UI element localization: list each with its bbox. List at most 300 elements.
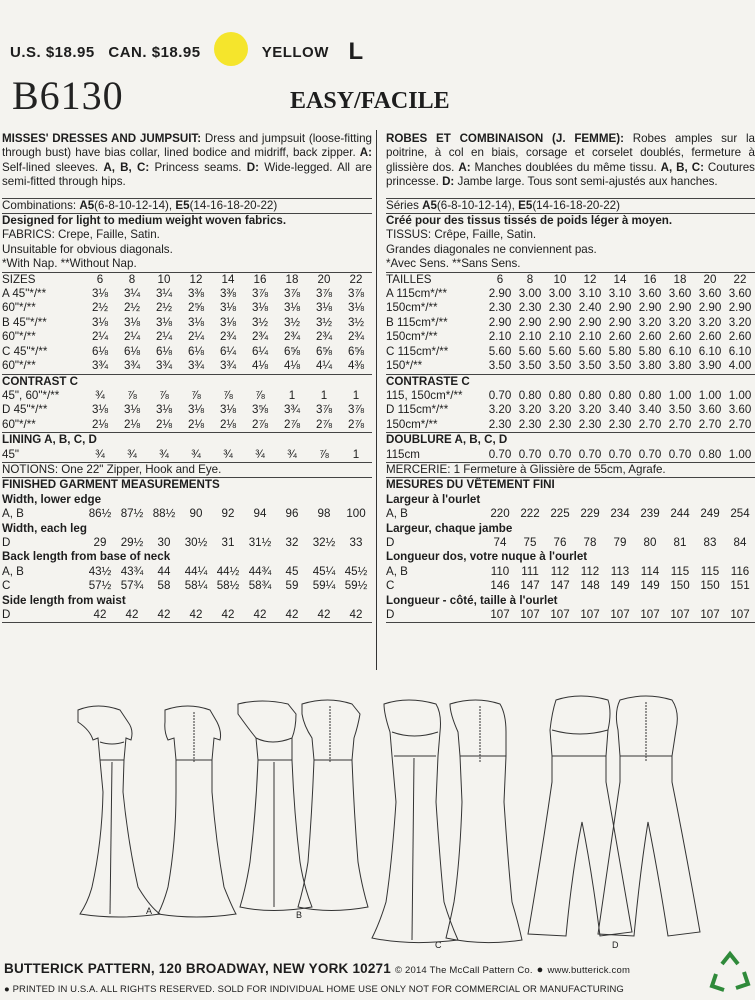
table-cell: 3¾ bbox=[155, 359, 173, 373]
table-cell: 31½ bbox=[248, 535, 272, 549]
description-title: MISSES' DRESSES AND JUMPSUIT: bbox=[2, 132, 202, 145]
table-row bbox=[386, 448, 755, 462]
row-label: C bbox=[2, 579, 11, 593]
table-cell: 3⅛ bbox=[283, 301, 301, 315]
table-cell: 2.60 bbox=[608, 330, 632, 344]
row-label: 150cm*/** bbox=[386, 301, 438, 315]
nap-note: *With Nap. **Without Nap. bbox=[2, 257, 137, 271]
table-row bbox=[386, 301, 755, 315]
table-cell: 4⅛ bbox=[283, 359, 301, 373]
section-heading: Longueur dos, votre nuque à l'ourlet bbox=[386, 550, 588, 564]
table-cell: 149 bbox=[640, 579, 660, 593]
table-cell: 2½ bbox=[155, 301, 173, 315]
table-cell: 44¾ bbox=[248, 564, 272, 578]
table-cell: 58¼ bbox=[184, 579, 208, 593]
table-row bbox=[2, 389, 372, 403]
row-label: D bbox=[2, 608, 11, 621]
table-cell: 244 bbox=[670, 507, 690, 521]
table-cell: 16 bbox=[643, 272, 657, 286]
table-cell: 14 bbox=[613, 272, 627, 286]
description-text: Dress and jumpsuit (loose-fitting through bust) have bias collar, lined bodice and midriff, back zipper. bbox=[2, 132, 372, 160]
table-cell: 3⅛ bbox=[219, 301, 237, 315]
recycle-icon bbox=[708, 950, 752, 996]
table-cell: 220 bbox=[490, 507, 510, 521]
combo-e5-sizes: (14-16-18-20-22) bbox=[189, 198, 278, 212]
unsuitable-note: Grandes diagonales ne conviennent pas. bbox=[386, 242, 597, 256]
table-cell: ¾ bbox=[255, 447, 265, 461]
table-cell: 2¾ bbox=[347, 330, 365, 344]
table-cell: 3.20 bbox=[548, 403, 572, 417]
price-can: CAN. $18.95 bbox=[108, 44, 201, 61]
table-cell: 1 bbox=[352, 388, 360, 402]
section-heading: Longueur - côté, taille à l'ourlet bbox=[386, 593, 558, 607]
table-cell: 0.70 bbox=[578, 447, 602, 461]
table-cell: 239 bbox=[640, 507, 660, 521]
row-label: 60"*/** bbox=[2, 330, 36, 344]
table-cell: 6⅝ bbox=[315, 344, 333, 358]
table-cell: 3⅛ bbox=[219, 403, 237, 417]
row-label: B 115cm*/** bbox=[386, 315, 448, 329]
table-cell: 1 bbox=[352, 447, 360, 461]
table-cell: 3⅜ bbox=[219, 287, 237, 301]
table-cell: 6 bbox=[96, 272, 104, 286]
table-cell: ¾ bbox=[95, 388, 105, 402]
view-b-front-drawing bbox=[238, 701, 312, 911]
table-cell: 0.80 bbox=[608, 388, 632, 402]
table-cell: 0.70 bbox=[488, 388, 512, 402]
table-cell: 8 bbox=[526, 272, 534, 286]
table-cell: 2.90 bbox=[698, 301, 722, 315]
table-cell: 31 bbox=[221, 535, 235, 549]
table-cell: 147 bbox=[520, 579, 540, 593]
row-label: B 45"*/** bbox=[2, 315, 47, 329]
table-cell: 3⅝ bbox=[251, 403, 269, 417]
table-cell: 57½ bbox=[88, 579, 112, 593]
view-abc-text: Princess seams. bbox=[149, 160, 247, 174]
table-cell: 0.80 bbox=[698, 447, 722, 461]
table-cell: 2.60 bbox=[638, 330, 662, 344]
pattern-number: B6130 bbox=[12, 73, 124, 118]
table-row bbox=[2, 273, 372, 287]
table-cell: 3.50 bbox=[608, 359, 632, 373]
fabrics: FABRICS: Crepe, Faille, Satin. bbox=[2, 228, 160, 242]
table-cell: 86½ bbox=[88, 507, 112, 521]
table-cell: 81 bbox=[673, 535, 687, 549]
table-cell: 2.70 bbox=[728, 417, 752, 431]
table-row bbox=[2, 536, 372, 550]
view-label-d: D bbox=[612, 940, 619, 950]
table-row bbox=[386, 565, 755, 579]
table-cell: 16 bbox=[253, 272, 267, 286]
table-cell: 22 bbox=[349, 272, 363, 286]
row-label: C 115cm*/** bbox=[386, 344, 449, 358]
table-cell: 107 bbox=[700, 608, 720, 621]
view-d-front-drawing bbox=[528, 696, 632, 936]
table-cell: 3.20 bbox=[638, 315, 662, 329]
table-row bbox=[2, 359, 372, 373]
table-cell: 146 bbox=[490, 579, 510, 593]
nap-note: *Avec Sens. **Sans Sens. bbox=[386, 257, 521, 271]
designed-for: Créé pour des tissus tissés de poids léger à moyen. bbox=[386, 214, 673, 228]
section-heading: FINISHED GARMENT MEASUREMENTS bbox=[2, 478, 220, 492]
table-cell: 113 bbox=[610, 564, 630, 578]
view-label-a: A bbox=[146, 906, 153, 916]
table-cell: 2½ bbox=[123, 301, 141, 315]
table-cell: 96 bbox=[285, 507, 299, 521]
table-cell: 3⅛ bbox=[315, 301, 333, 315]
view-a-label: A: bbox=[458, 160, 471, 174]
publisher-footer bbox=[4, 961, 630, 976]
row-label: A, B bbox=[386, 564, 408, 578]
table-cell: 114 bbox=[640, 564, 660, 578]
table-cell: 3¾ bbox=[91, 359, 109, 373]
row-label: A, B bbox=[2, 564, 24, 578]
color-name: YELLOW bbox=[261, 44, 329, 61]
table-cell: 222 bbox=[520, 507, 540, 521]
table-cell: ¾ bbox=[191, 447, 201, 461]
table-row bbox=[2, 507, 372, 521]
table-cell: 3⅞ bbox=[347, 287, 365, 301]
table-cell: 3.20 bbox=[488, 403, 512, 417]
table-cell: 112 bbox=[550, 564, 570, 578]
table-row bbox=[386, 330, 755, 344]
table-row bbox=[2, 608, 372, 622]
table-cell: 0.70 bbox=[518, 447, 542, 461]
table-cell: 5.80 bbox=[608, 344, 632, 358]
table-cell: 3⅞ bbox=[315, 403, 333, 417]
table-cell: 2.90 bbox=[668, 301, 692, 315]
table-cell: 3.00 bbox=[548, 287, 572, 301]
row-label: D 115cm*/** bbox=[386, 403, 449, 417]
table-row bbox=[2, 287, 372, 301]
table-cell: 0.80 bbox=[548, 388, 572, 402]
garment-illustrations bbox=[0, 682, 755, 952]
table-row bbox=[386, 389, 755, 403]
view-a-label: A: bbox=[359, 146, 372, 160]
table-cell: 43½ bbox=[88, 564, 112, 578]
table-cell: 0.70 bbox=[668, 447, 692, 461]
table-cell: 107 bbox=[520, 608, 540, 621]
table-row bbox=[2, 403, 372, 417]
table-cell: 3.00 bbox=[518, 287, 542, 301]
table-cell: 2⅛ bbox=[123, 417, 141, 431]
table-cell: 3.60 bbox=[728, 403, 752, 417]
table-cell: ⅞ bbox=[191, 388, 201, 402]
table-cell: 2.30 bbox=[518, 417, 542, 431]
table-cell: 234 bbox=[610, 507, 630, 521]
table-cell: 2.90 bbox=[518, 315, 542, 329]
copyright: © 2014 The McCall Pattern Co. bbox=[394, 965, 533, 976]
table-cell: 42 bbox=[93, 608, 107, 621]
table-cell: 42 bbox=[253, 608, 267, 621]
table-cell: 3¼ bbox=[123, 287, 141, 301]
row-label: SIZES bbox=[2, 272, 36, 286]
table-cell: 3.40 bbox=[638, 403, 662, 417]
section-heading: Width, each leg bbox=[2, 521, 87, 535]
table-row bbox=[2, 448, 372, 462]
combinations-label: Combinations: bbox=[2, 198, 80, 212]
table-cell: 107 bbox=[670, 608, 690, 621]
table-cell: 3¼ bbox=[155, 287, 173, 301]
table-cell: 57¾ bbox=[120, 579, 144, 593]
table-row bbox=[2, 330, 372, 344]
table-row bbox=[2, 418, 372, 432]
publisher-address: BUTTERICK PATTERN, 120 BROADWAY, NEW YORK 10271 bbox=[4, 961, 391, 976]
section-heading: Side length from waist bbox=[2, 593, 126, 607]
table-cell: 14 bbox=[221, 272, 235, 286]
section-heading: MESURES DU VÊTEMENT FINI bbox=[386, 478, 555, 492]
table-cell: 58 bbox=[157, 579, 171, 593]
row-label: 150cm*/** bbox=[386, 417, 438, 431]
table-cell: 3¾ bbox=[219, 359, 237, 373]
description-text: Robes amples sur la poitrine, à col en biais, corsage et corselet doublés, fermeture à glissière dos. bbox=[386, 132, 755, 174]
price-us: U.S. $18.95 bbox=[10, 44, 95, 61]
row-label: 60"*/** bbox=[2, 359, 36, 373]
table-cell: 2¼ bbox=[187, 330, 205, 344]
table-cell: 0.80 bbox=[638, 388, 662, 402]
table-cell: 8 bbox=[128, 272, 136, 286]
table-cell: 150 bbox=[700, 579, 720, 593]
view-abc-label: A, B, C: bbox=[103, 160, 150, 174]
table-cell: 3⅛ bbox=[91, 287, 109, 301]
table-cell: 10 bbox=[157, 272, 171, 286]
table-cell: ⅞ bbox=[127, 388, 137, 402]
view-c-back-drawing bbox=[446, 700, 522, 943]
table-row bbox=[386, 403, 755, 417]
section-heading: Width, lower edge bbox=[2, 492, 102, 506]
size-letter: L bbox=[348, 38, 364, 65]
table-cell: 6⅛ bbox=[123, 344, 141, 358]
table-cell: 18 bbox=[673, 272, 687, 286]
view-label-b: B bbox=[296, 910, 303, 920]
table-cell: 6⅛ bbox=[187, 344, 205, 358]
table-cell: 3.50 bbox=[488, 359, 512, 373]
table-cell: 3⅞ bbox=[283, 287, 301, 301]
table-cell: 0.70 bbox=[548, 447, 572, 461]
table-cell: 6⅛ bbox=[91, 344, 109, 358]
row-label: 115, 150cm*/** bbox=[386, 388, 463, 402]
table-cell: 110 bbox=[490, 564, 510, 578]
table-cell: 3⅛ bbox=[187, 315, 205, 329]
table-cell: 2.70 bbox=[698, 417, 722, 431]
table-cell: 59 bbox=[285, 579, 299, 593]
french-column bbox=[386, 132, 755, 623]
table-cell: 151 bbox=[730, 579, 750, 593]
table-row bbox=[386, 507, 755, 521]
table-cell: 2.90 bbox=[488, 315, 512, 329]
table-cell: 4.00 bbox=[728, 359, 752, 373]
website: www.butterick.com bbox=[547, 965, 631, 976]
table-cell: 5.80 bbox=[638, 344, 662, 358]
table-cell: 5.60 bbox=[578, 344, 602, 358]
table-cell: 5.60 bbox=[518, 344, 542, 358]
table-row bbox=[2, 345, 372, 359]
table-cell: ¾ bbox=[287, 447, 297, 461]
table-cell: 90 bbox=[189, 507, 203, 521]
table-cell: 5.60 bbox=[488, 344, 512, 358]
view-c-front-drawing bbox=[372, 700, 458, 943]
table-cell: 6¼ bbox=[251, 344, 269, 358]
row-label: C 45"*/** bbox=[2, 344, 48, 358]
table-cell: 42 bbox=[285, 608, 299, 621]
section-heading: Back length from base of neck bbox=[2, 550, 171, 564]
combo-a5-sizes: (6-8-10-12-14), bbox=[94, 198, 176, 212]
table-row bbox=[386, 608, 755, 622]
table-cell: 42 bbox=[125, 608, 139, 621]
difficulty-label: EASY/FACILE bbox=[290, 88, 450, 114]
table-cell: 111 bbox=[521, 564, 539, 578]
view-abc-label: A, B, C: bbox=[660, 160, 704, 174]
table-cell: 2⅞ bbox=[283, 417, 301, 431]
table-cell: 92 bbox=[221, 507, 235, 521]
column-divider bbox=[376, 130, 377, 670]
table-cell: 2⅛ bbox=[155, 417, 173, 431]
table-row bbox=[386, 345, 755, 359]
table-cell: 43¾ bbox=[120, 564, 144, 578]
table-cell: 2.70 bbox=[638, 417, 662, 431]
table-cell: 78 bbox=[583, 535, 597, 549]
table-cell: 225 bbox=[550, 507, 570, 521]
table-cell: 0.70 bbox=[638, 447, 662, 461]
table-cell: 2⅞ bbox=[347, 417, 365, 431]
section-heading: CONTRAST C bbox=[2, 374, 78, 388]
table-cell: 2.30 bbox=[578, 417, 602, 431]
table-cell: 45¼ bbox=[312, 564, 336, 578]
section-heading: Largeur, chaque jambe bbox=[386, 521, 513, 535]
table-cell: 79 bbox=[613, 535, 627, 549]
table-cell: 3⅛ bbox=[123, 403, 141, 417]
table-row bbox=[2, 301, 372, 315]
section-heading: LINING A, B, C, D bbox=[2, 433, 97, 447]
table-cell: ¾ bbox=[127, 447, 137, 461]
yellow-color-dot bbox=[214, 32, 248, 66]
table-cell: 58½ bbox=[216, 579, 240, 593]
table-cell: 42 bbox=[349, 608, 363, 621]
table-cell: 88½ bbox=[152, 507, 176, 521]
row-label: A 115cm*/** bbox=[386, 287, 448, 301]
table-cell: 29½ bbox=[120, 535, 144, 549]
table-cell: 3⅛ bbox=[91, 315, 109, 329]
row-label: 60"*/** bbox=[2, 417, 36, 431]
table-cell: 42 bbox=[189, 608, 203, 621]
table-cell: 83 bbox=[703, 535, 717, 549]
table-cell: 0.70 bbox=[608, 447, 632, 461]
table-cell: 2.10 bbox=[548, 330, 572, 344]
view-a-front-drawing bbox=[78, 706, 160, 917]
table-cell: 2¼ bbox=[155, 330, 173, 344]
table-cell: 3.20 bbox=[578, 403, 602, 417]
table-cell: 10 bbox=[553, 272, 567, 286]
table-cell: 2.30 bbox=[608, 417, 632, 431]
row-label: A 45"*/** bbox=[2, 287, 47, 301]
table-cell: ¾ bbox=[95, 447, 105, 461]
table-cell: 2⅛ bbox=[187, 417, 205, 431]
table-cell: 2⅛ bbox=[219, 417, 237, 431]
table-cell: 3.40 bbox=[608, 403, 632, 417]
table-cell: 3.60 bbox=[638, 287, 662, 301]
table-cell: 2¾ bbox=[251, 330, 269, 344]
table-cell: 2.60 bbox=[698, 330, 722, 344]
section-heading: DOUBLURE A, B, C, D bbox=[386, 433, 508, 447]
table-cell: 2¾ bbox=[219, 330, 237, 344]
table-cell: 107 bbox=[610, 608, 630, 621]
table-cell: 1.00 bbox=[668, 388, 692, 402]
row-label: A, B bbox=[2, 507, 24, 521]
table-cell: 3.90 bbox=[698, 359, 722, 373]
table-cell: 6¼ bbox=[219, 344, 237, 358]
row-label: 45" bbox=[2, 447, 20, 461]
disclaimer bbox=[4, 984, 624, 995]
notions: MERCERIE: 1 Fermeture à Glissière de 55cm, Agrafe. bbox=[386, 462, 666, 476]
table-cell: 2.30 bbox=[488, 417, 512, 431]
table-cell: 2.10 bbox=[578, 330, 602, 344]
table-cell: 94 bbox=[253, 507, 267, 521]
table-cell: 44¼ bbox=[184, 564, 208, 578]
table-cell: 3½ bbox=[251, 315, 269, 329]
table-cell: 59½ bbox=[344, 579, 368, 593]
table-cell: 4⅛ bbox=[251, 359, 269, 373]
fabrics: TISSUS: Crêpe, Faille, Satin. bbox=[386, 228, 537, 242]
table-cell: 3.60 bbox=[698, 287, 722, 301]
table-cell: 147 bbox=[550, 579, 570, 593]
table-cell: 6⅝ bbox=[283, 344, 301, 358]
table-cell: 3⅞ bbox=[251, 287, 269, 301]
table-cell: 0.80 bbox=[518, 388, 542, 402]
combinations-line bbox=[2, 199, 372, 213]
table-cell: 2¾ bbox=[315, 330, 333, 344]
table-cell: 22 bbox=[733, 272, 747, 286]
view-a-back-drawing bbox=[158, 706, 236, 917]
table-cell: 3.10 bbox=[608, 287, 632, 301]
view-label-c: C bbox=[435, 940, 442, 950]
table-cell: 42 bbox=[157, 608, 171, 621]
table-cell: 30 bbox=[157, 535, 171, 549]
description-title: ROBES ET COMBINAISON (J. FEMME): bbox=[386, 132, 624, 145]
table-cell: 2.90 bbox=[578, 315, 602, 329]
table-row bbox=[2, 316, 372, 330]
table-cell: ⅞ bbox=[255, 388, 265, 402]
row-label: 45", 60"*/** bbox=[2, 388, 60, 402]
table-cell: 3⅜ bbox=[187, 287, 205, 301]
disclaimer-text: PRINTED IN U.S.A. ALL RIGHTS RESERVED. SOLD FOR INDIVIDUAL HOME USE ONLY NOT FOR COMMERCIAL OR MANUFACTURING bbox=[12, 984, 624, 995]
table-cell: 12 bbox=[583, 272, 597, 286]
table-row bbox=[2, 565, 372, 579]
table-cell: 2.30 bbox=[548, 417, 572, 431]
table-cell: 3⅛ bbox=[187, 403, 205, 417]
table-cell: 2.90 bbox=[608, 301, 632, 315]
table-cell: 45½ bbox=[344, 564, 368, 578]
table-cell: 3⅞ bbox=[347, 403, 365, 417]
table-cell: 254 bbox=[730, 507, 750, 521]
table-cell: 1 bbox=[320, 388, 328, 402]
table-cell: ¾ bbox=[223, 447, 233, 461]
table-cell: 2⅞ bbox=[315, 417, 333, 431]
table-cell: 29 bbox=[93, 535, 107, 549]
table-cell: 87½ bbox=[120, 507, 144, 521]
table-cell: 2½ bbox=[91, 301, 109, 315]
table-cell: 3.80 bbox=[638, 359, 662, 373]
series-label: Séries bbox=[386, 198, 423, 212]
table-cell: 3.50 bbox=[578, 359, 602, 373]
combo-a5: A5 bbox=[422, 198, 437, 212]
table-cell: 3⅛ bbox=[91, 403, 109, 417]
view-d-label: D: bbox=[246, 160, 259, 174]
table-row bbox=[386, 359, 755, 373]
table-cell: ⅞ bbox=[319, 447, 329, 461]
row-label: 60"*/** bbox=[2, 301, 36, 315]
row-label: 150cm*/** bbox=[386, 330, 438, 344]
table-cell: 80 bbox=[643, 535, 657, 549]
